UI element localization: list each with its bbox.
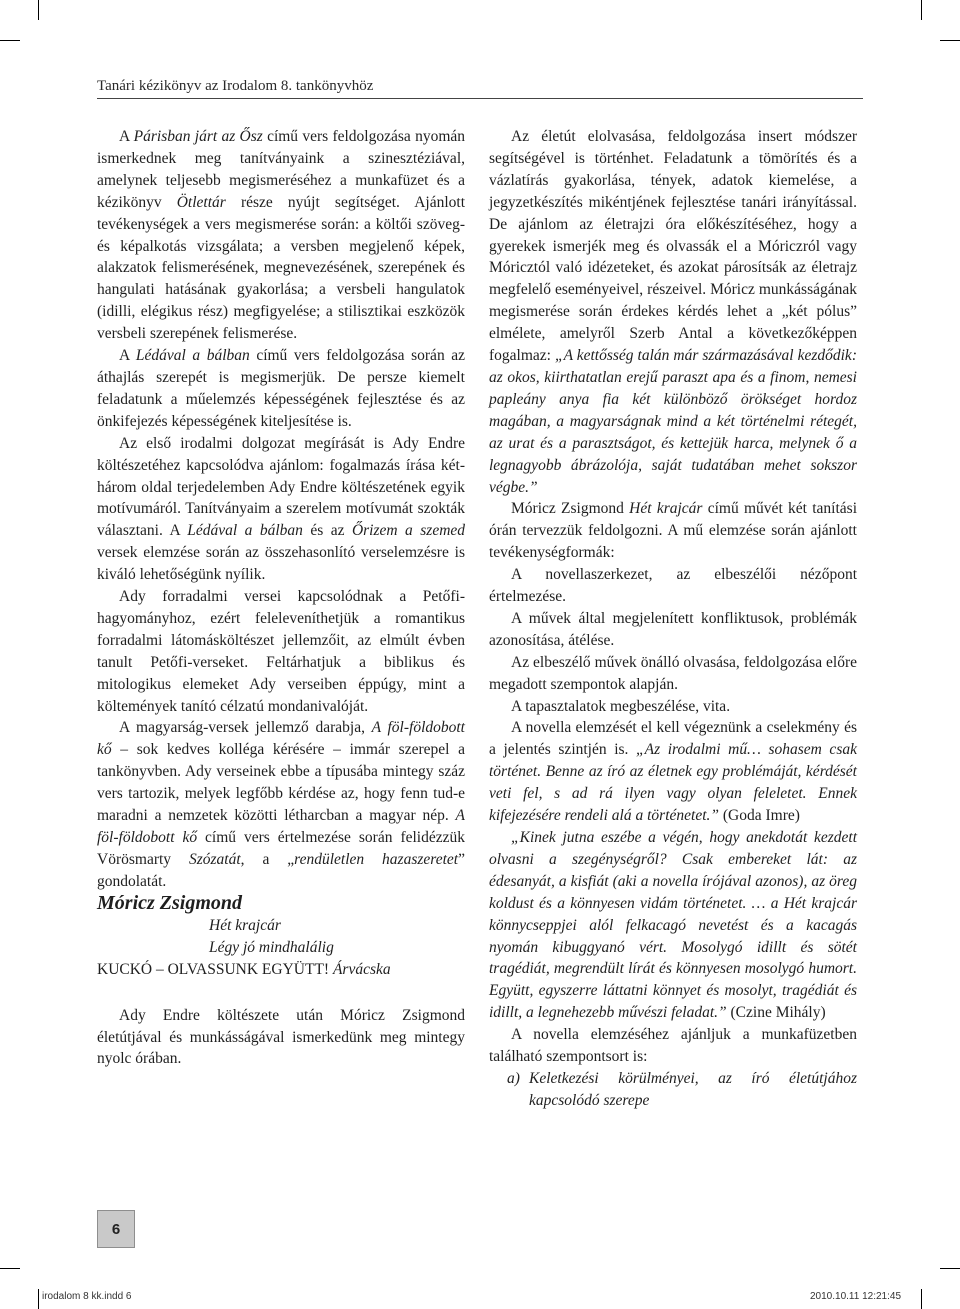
italic-run: Lédával a bálban [187, 522, 303, 540]
left-column [97, 126, 465, 1070]
italic-run: rendületlen hazaszeretet [294, 850, 459, 868]
paragraph [97, 345, 465, 433]
text-run: A novellaszerkezet, az elbeszélői nézőpont értelmezése. [489, 566, 857, 606]
work-title: Hét krajcár [209, 916, 281, 934]
slug-timestamp: 2010.10.11 12:21:45 [810, 1291, 902, 1302]
text-run: A [119, 347, 136, 365]
text-run: ” gondolatát. [97, 850, 465, 890]
paragraph [489, 126, 857, 498]
italic-run: Ötlettár [176, 193, 226, 211]
text-run: A művek által megjelenített konfliktusok, problémák azonosítása, átélése. [489, 609, 857, 649]
paragraph [489, 1024, 857, 1068]
text-run: című vers értelmezése során felidézzük Vörösmarty [97, 829, 465, 868]
paragraph [489, 498, 857, 564]
paragraph [489, 652, 857, 696]
paragraph [97, 126, 465, 345]
italic-run: „Az irodalmi mű… sohasem csak történet. Benne az író az életnek egy problémáját, kérdését veti fel, s ad rá ilyen vagy olyan feleletet. Ennek kifejezésére rendeli alá a történetet.” [489, 741, 857, 825]
list-marker: a) [507, 1069, 520, 1087]
text-run: című vers feldolgozása során az áthajlás szerepét is megismerjük. De persze kiemelt feladatunk a műelemzés képességének fejlesztése és az önkifejezés képességének kiteljesítése is. [97, 347, 466, 430]
right-column [489, 126, 857, 1112]
italic-run: Szózatát [188, 850, 241, 868]
text-run: A novella elemzéséhez ajánljuk a munkafüzetben található szempontsort is: [489, 1026, 857, 1066]
text-run: Ady forradalmi versei kapcsolódnak a Petőfi-hagyományhoz, ezért feleleveníthetjük a romantikus forradalmi látomásköltészet jellemzőit, az elmúlt évben tanult Petőfi-verseket. Feltárhatjuk a biblikus és mitologikus elemeket Ady verseiben éppúgy, mint a költemények tanító célzatú mondanivalóját. [97, 588, 465, 715]
section-title: Móricz Zsigmond [97, 891, 243, 914]
paragraph [97, 1005, 465, 1071]
crop-mark [38, 0, 39, 20]
text-run: Ady Endre költészete után Móricz Zsigmond életútjával és munkásságával ismerkedünk meg mintegy nyolc órában. [97, 1006, 465, 1068]
text-run: és az [302, 522, 352, 540]
paragraph [489, 564, 857, 608]
paragraph [97, 433, 465, 586]
italic-run: Párisban járt az Ősz [133, 128, 263, 145]
work-title-italic: Árvácska [332, 960, 391, 978]
text-run: Az első irodalmi dolgozat megírását is Ady Endre költészetéhez kapcsolódva ajánlom: fogalmazás írása két-három oldal terjedelemben Ady Endre költészetének egyik motívumáról. Tanítványaim a szerelem motívumát szokták választani. A [97, 434, 465, 540]
paragraph [97, 717, 465, 892]
crop-mark [921, 1289, 922, 1309]
work-title: Légy jó mindhalálig [209, 938, 334, 956]
text-run: A magyarság-versek jellemző darabja, [119, 719, 372, 737]
crop-mark [940, 40, 960, 41]
italic-run: „A kettősség talán már származásával kezdődik: az okos, kiirthatatlan erejű paraszt apa és a finom, nemesi papleány anya fia két különböző örökséget hordoz magában, a magyarságnak mind a két történelmi rétegét, az urat és a parasztságot, és kettejük harca, melynek ő a legnagyobb ábrázolója, saját tudatában mehet sokszor végbe.” [489, 347, 857, 496]
paragraph [97, 586, 465, 717]
text-run: A [119, 128, 134, 145]
text-run: Az életút elolvasása, feldolgozása insert módszer segítségével is történhet. Feladatunk a tömörítés és a vázlatírás gyakorlása, tények, adatok kiemelése, a jegyzetkészítés mikéntjének fejlesztése tanári irányítással. De ajánlom az életrajzi óra előkészítéséhez, hogy a gyerekek ismerjék meg és olvassák el a Móriczról vagy Móricztól való idézeteket, és azokat párosítsák az életrajz megfelelő eseményeivel, részeivel. Móricz munkásságának megismerése során érdekes kérdés lehet a „két pólus” elmélete, amelyről Szerb Antal a következőképpen fogalmaz: [489, 128, 857, 365]
quote-paragraph [489, 827, 857, 1024]
work-label: KUCKÓ – OLVASSUNK EGYÜTT! [97, 960, 333, 978]
crop-mark [921, 0, 922, 20]
italic-run: A föl-földobott kő [97, 719, 465, 759]
list-item-text: Keletkezési körülményei, az író életútjához kapcsolódó szerepe [529, 1069, 857, 1109]
work-list [97, 915, 465, 981]
text-run: – sok kedves kolléga kérésére – immár szerepel a tankönyvben. Ady verseinek ebbe a típusába mintegy száz vers tartozik, melyek legfőbb kérdése az, hogy fenn tud-e maradni a nemzetek közötti létharcban a magyar nép. [97, 741, 465, 825]
paragraph [489, 696, 857, 718]
text-run: című vers feldolgozása nyomán ismerkednek meg tanítványaink a szinesztéziával, amelynek teljesebb megismeréséhez a munkafüzet és a kézikönyv [97, 128, 466, 211]
paragraph [489, 717, 857, 827]
text-run: Az elbeszélő művek önálló olvasása, feldolgozása előre megadott szempontok alapján. [489, 653, 857, 693]
list-item [489, 1068, 857, 1112]
text-run: A tapasztalatok megbeszélése, vita. [511, 697, 731, 715]
text-run: (Czine Mihály) [726, 1004, 826, 1022]
paragraph [489, 608, 857, 652]
crop-mark [940, 1268, 960, 1269]
text-run: Móricz Zsigmond [511, 500, 630, 518]
work-title [97, 959, 465, 981]
crop-mark [38, 1289, 39, 1309]
italic-run: „Kinek jutna eszébe a végén, hogy anekdotát kezdett olvasni a szegénységről? Csak embereket lát: az édesanyát, a kisfiát (aki a novella írójával azonos), az öreg koldust és a könnyesen vidám történetet. … a Hét krajcár könnycseppjei alól felkacagó nevetést és a kacagás nyomán kibuggyanó vért. Mosolygó idillt és sötét tragédiát, megrendült lírát és könnyesen mosolygó humort. Együtt, egyszerre láttatni könnyet és mosolyt, tragédiát és idillt, a legnehezebb művészi feladat.” [489, 829, 857, 1022]
slug-filename: irodalom 8 kk.indd 6 [42, 1291, 132, 1302]
crop-mark [0, 40, 20, 41]
header-rule [97, 98, 863, 99]
page-number: 6 [97, 1210, 135, 1248]
running-head: Tanári kézikönyv az Irodalom 8. tankönyvhöz [97, 78, 374, 94]
text-run: része nyújt segítséget. Ajánlott tevékenységek a vers megismerése során: a költői szöveg- és képalkotás vizsgálata; a versben megjelenő képek, alakzatok felismerésének, megnevezésének, szerepének és hangulati hatásának gyakorlása; a versbeli hangulatok (idilli, elégikus rész) megfigyelése; a stilisztikai eszközök versbeli szerepének felismerése. [97, 193, 465, 343]
crop-mark [0, 1268, 20, 1269]
text-run: A novella elemzését el kell végeznünk a cselekmény és a jelentés szintjén is. [489, 719, 857, 759]
italic-run: Őrizem a szemed [351, 522, 466, 540]
italic-run: A föl-földobott kő [97, 807, 465, 846]
text-run: (Goda Imre) [719, 807, 800, 825]
text-run: című művét két tanítási órán tervezzük feldolgozni. A mű elemzése során ajánlott tevékenységformák: [489, 500, 857, 562]
italic-run: Lédával a bálban [135, 347, 250, 365]
text-run: versek elemzése során az összehasonlító verselemzésre is kiváló lehetőségünk nyílik. [97, 544, 465, 584]
text-run: , a „ [240, 850, 295, 868]
italic-run: Hét krajcár [629, 500, 703, 518]
